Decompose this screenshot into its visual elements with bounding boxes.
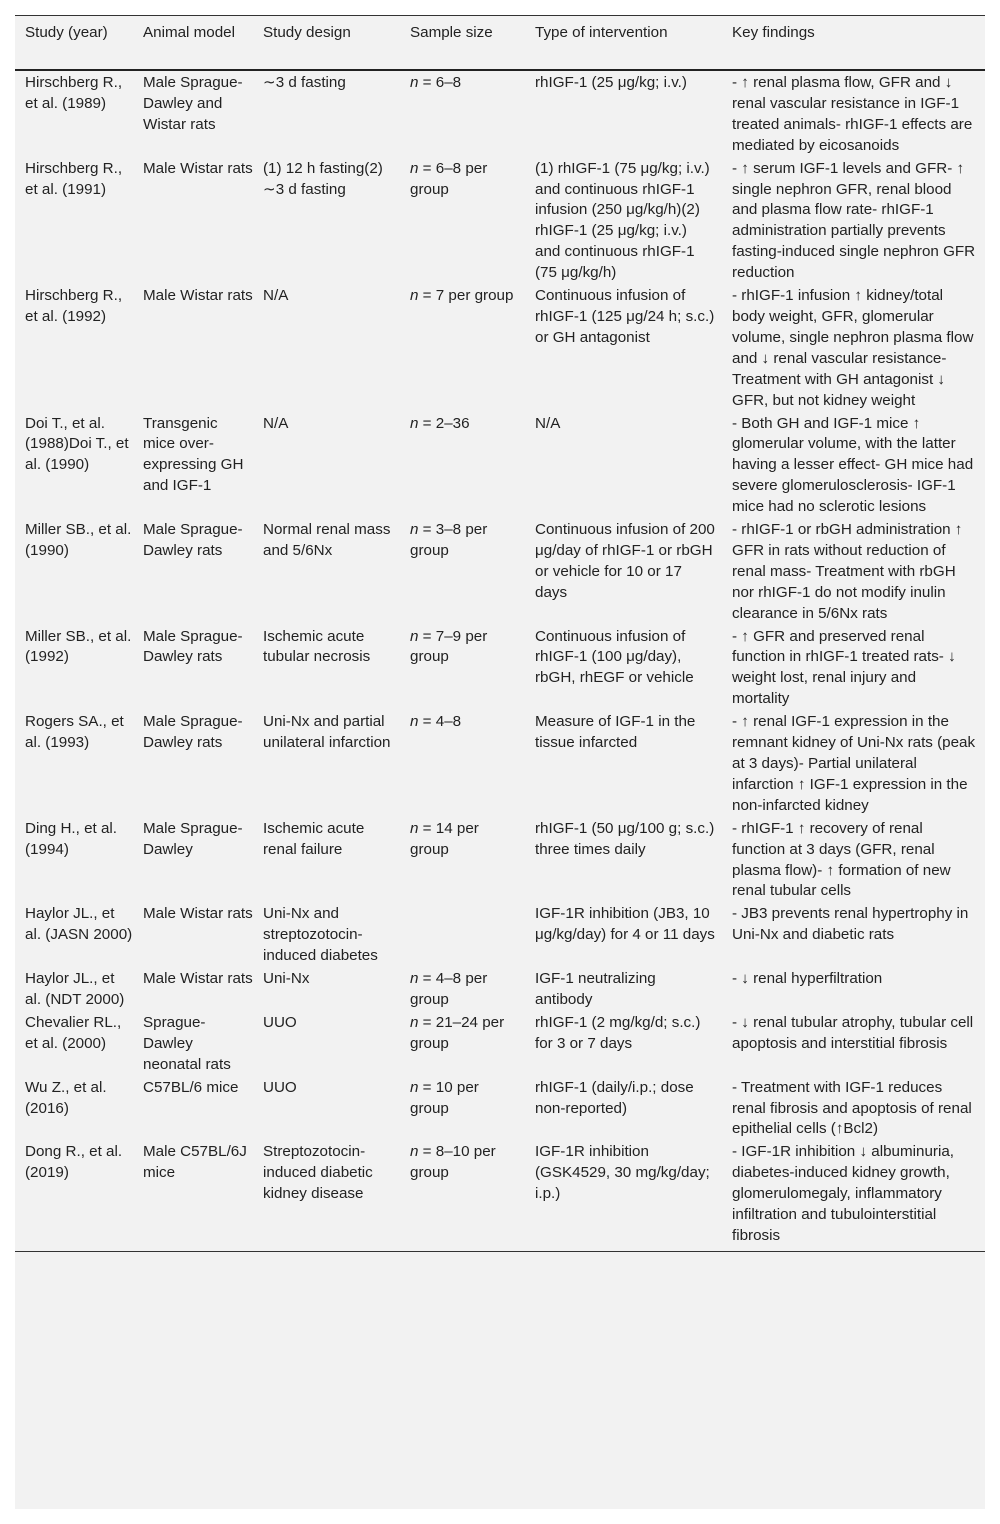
sample-size-value: = 21–24 per group <box>410 1013 509 1052</box>
table-row <box>15 1011 985 1076</box>
table-row <box>15 70 985 157</box>
cell-animal-model: Male Sprague-Dawley rats <box>143 627 243 666</box>
cell-study-design: Uni-Nx and streptozotocin-induced diabetes <box>263 905 378 965</box>
cell-key-findings: - ↓ renal hyperfiltration <box>732 970 883 988</box>
cell-study: Doi T., et al. (1988)Doi T., et al. (1990) <box>25 414 129 474</box>
header-animal-model: Animal model <box>133 16 253 71</box>
cell-animal-model: Male Wistar rats <box>143 970 253 988</box>
cell-intervention: rhIGF-1 (daily/i.p.; dose non-reported) <box>535 1078 694 1117</box>
cell-animal-model: Male C57BL/6J mice <box>133 1140 253 1251</box>
cell-intervention: IGF-1 neutralizing antibody <box>535 970 656 1008</box>
cell-animal-model: Male Wistar rats <box>143 905 253 923</box>
cell-intervention: rhIGF-1 (25 μg/kg; i.v.) <box>535 74 687 91</box>
sample-size-value: = 10 per group <box>410 1078 484 1117</box>
table-row <box>15 817 985 903</box>
table-row <box>15 284 985 411</box>
cell-sample-size <box>400 710 525 817</box>
sample-size-value: = 4–8 per group <box>410 970 492 1008</box>
cell-animal-model: Transgenic mice over-expressing GH and IGF-1 <box>143 414 244 495</box>
sample-size-n-symbol: n <box>410 1013 419 1031</box>
sample-size-value: = 14 per group <box>410 819 484 858</box>
cell-animal-model: Male Sprague-Dawley and Wistar rats <box>143 74 243 133</box>
cell-study: Miller SB., et al. (1990) <box>25 521 132 559</box>
cell-intervention: IGF-1R inhibition (GSK4529, 30 mg/kg/day; i.p.) <box>525 1140 722 1251</box>
cell-study-design: Uni-Nx and partial unilateral infarction <box>263 713 391 752</box>
cell-animal-model: C57BL/6 mice <box>143 1078 239 1096</box>
cell-intervention: Continuous infusion of rhIGF-1 (125 μg/24 h; s.c.) or GH antagonist <box>535 287 715 346</box>
cell-study: Hirschberg R., et al. (1989) <box>25 74 123 112</box>
cell-intervention: IGF-1R inhibition (JB3, 10 μg/kg/day) for 4 or 11 days <box>535 905 715 944</box>
cell-intervention: Measure of IGF-1 in the tissue infarcted <box>535 713 696 752</box>
table-row <box>15 625 985 711</box>
table-row <box>15 1076 985 1141</box>
sample-size-n-symbol: n <box>410 521 419 539</box>
table-row <box>15 518 985 625</box>
cell-animal-model: Male Wistar rats <box>143 287 253 305</box>
cell-study: Hirschberg R., et al. (1991) <box>25 159 123 198</box>
cell-key-findings: - ↑ renal plasma flow, GFR and ↓ renal vascular resistance in IGF-1 treated animals- rhIGF-1 effects are mediated by eicosanoids <box>732 74 973 154</box>
cell-study: Chevalier RL., et al. (2000) <box>25 1013 122 1052</box>
header-sample-size: Sample size <box>400 16 525 71</box>
cell-sample-size <box>400 518 525 625</box>
cell-study-design: UUO <box>263 1013 297 1031</box>
cell-intervention: Continuous infusion of rhIGF-1 (100 μg/day), rbGH, rhEGF or vehicle <box>535 627 694 687</box>
header-study: Study (year) <box>15 16 133 71</box>
cell-sample-size <box>400 625 525 711</box>
cell-sample-size <box>400 1140 525 1251</box>
sample-size-n-symbol: n <box>410 1078 419 1096</box>
cell-study-design: N/A <box>263 414 289 432</box>
sample-size-value: = 4–8 <box>418 713 462 731</box>
header-key-findings: Key findings <box>722 16 985 71</box>
sample-size-value: = 7 per group <box>418 287 514 305</box>
cell-sample-size <box>400 967 525 1011</box>
cell-study: Rogers SA., et al. (1993) <box>25 713 124 752</box>
cell-sample-size <box>400 817 525 903</box>
sample-size-value: = 8–10 per group <box>410 1143 500 1182</box>
cell-study: Dong R., et al. (2019) <box>15 1140 133 1251</box>
sample-size-value: = 6–8 <box>418 74 462 91</box>
cell-sample-size <box>400 284 525 411</box>
sample-size-n-symbol: n <box>410 713 419 731</box>
cell-study-design: ∼3 d fasting <box>263 74 346 91</box>
cell-study: Haylor JL., et al. (NDT 2000) <box>25 970 125 1008</box>
cell-key-findings: - rhIGF-1 infusion ↑ kidney/total body weight, GFR, glomerular volume, single nephron plasma flow and ↓ renal vascular resistance- Treatment with GH antagonist ↓ GFR, but not kidney weight <box>732 287 974 409</box>
cell-study: Wu Z., et al. (2016) <box>25 1078 107 1117</box>
sample-size-value: = 6–8 per group <box>410 159 492 198</box>
sample-size-value: = 7–9 per group <box>410 627 492 666</box>
cell-sample-size <box>400 1011 525 1076</box>
cell-key-findings: - Both GH and IGF-1 mice ↑ glomerular volume, with the latter having a lesser effect- GH mice had severe glomerulosclerosis- IGF-1 mice had no sclerotic lesions <box>732 414 974 516</box>
cell-study-design: Normal renal mass and 5/6Nx <box>263 521 391 559</box>
cell-sample-size <box>400 902 525 967</box>
cell-key-findings: - IGF-1R inhibition ↓ albuminuria, diabetes-induced kidney growth, glomerulomegaly, inflammatory infiltration and tubulointerstitial fibrosis <box>722 1140 985 1251</box>
cell-key-findings: - ↑ GFR and preserved renal function in rhIGF-1 treated rats- ↓ weight lost, renal injury and mortality <box>732 627 956 708</box>
cell-animal-model: Male Sprague-Dawley <box>143 819 243 858</box>
sample-size-value: = 2–36 <box>418 414 470 432</box>
cell-intervention: N/A <box>535 414 561 432</box>
cell-study-design: Ischemic acute tubular necrosis <box>263 627 371 666</box>
cell-sample-size <box>400 157 525 284</box>
sample-size-n-symbol: n <box>410 414 419 432</box>
sample-size-n-symbol: n <box>410 627 419 645</box>
cell-animal-model: Male Sprague-Dawley rats <box>143 521 243 559</box>
study-table-panel <box>15 15 985 1509</box>
sample-size-n-symbol: n <box>410 819 419 837</box>
cell-key-findings: - ↓ renal tubular atrophy, tubular cell apoptosis and interstitial fibrosis <box>732 1013 974 1052</box>
cell-intervention: rhIGF-1 (2 mg/kg/d; s.c.) for 3 or 7 days <box>535 1013 701 1052</box>
cell-key-findings: - ↑ serum IGF-1 levels and GFR- ↑ single nephron GFR, renal blood and plasma flow rate- rhIGF-1 administration partially prevents fasting-induced single nephron GFR reduction <box>732 159 976 282</box>
cell-key-findings: - rhIGF-1 ↑ recovery of renal function at 3 days (GFR, renal plasma flow)- ↑ formation of new renal tubular cells <box>732 819 951 900</box>
cell-key-findings: - ↑ renal IGF-1 expression in the remnant kidney of Uni-Nx rats (peak at 3 days)- Partial unilateral infarction ↑ IGF-1 expression in the non-infarcted kidney <box>732 713 976 814</box>
sample-size-n-symbol: n <box>410 287 419 305</box>
sample-size-n-symbol: n <box>410 74 419 91</box>
table-row <box>15 967 985 1011</box>
header-row <box>15 16 985 71</box>
cell-key-findings: - rhIGF-1 or rbGH administration ↑ GFR in rats without reduction of renal mass- Treatment with rbGH nor rhIGF-1 do not modify inulin clearance in 5/6Nx rats <box>732 521 963 622</box>
table-row <box>15 710 985 817</box>
cell-animal-model: Male Sprague-Dawley rats <box>143 713 243 752</box>
cell-study-design: Ischemic acute renal failure <box>263 819 365 858</box>
table-row <box>15 902 985 967</box>
cell-sample-size <box>400 412 525 519</box>
cell-study: Miller SB., et al. (1992) <box>25 627 132 666</box>
cell-sample-size <box>400 1076 525 1141</box>
sample-size-n-symbol: n <box>410 970 419 988</box>
cell-study-design: Streptozotocin-induced diabetic kidney disease <box>253 1140 400 1251</box>
sample-size-value: = 3–8 per group <box>410 521 492 559</box>
cell-intervention: Continuous infusion of 200 μg/day of rhIGF-1 or rbGH or vehicle for 10 or 17 days <box>535 521 715 601</box>
sample-size-n-symbol: n <box>410 159 419 177</box>
cell-study: Hirschberg R., et al. (1992) <box>25 287 123 325</box>
cell-study-design: UUO <box>263 1078 297 1096</box>
cell-sample-size <box>400 70 525 157</box>
header-study-design: Study design <box>253 16 400 71</box>
cell-study: Haylor JL., et al. (JASN 2000) <box>25 905 133 944</box>
cell-study-design: N/A <box>263 287 289 305</box>
table-row <box>15 1140 985 1251</box>
cell-key-findings: - JB3 prevents renal hypertrophy in Uni-Nx and diabetic rats <box>732 905 969 944</box>
table-row <box>15 157 985 284</box>
cell-animal-model: Sprague-Dawley neonatal rats <box>143 1013 231 1073</box>
cell-study-design: Uni-Nx <box>263 970 310 988</box>
cell-intervention: (1) rhIGF-1 (75 μg/kg; i.v.) and continuous rhIGF-1 infusion (250 μg/kg/h)(2) rhIGF-1 (25 μg/kg; i.v.) and continuous rhIGF-1 (75 μg/kg/h) <box>535 159 710 282</box>
header-intervention: Type of intervention <box>525 16 722 71</box>
cell-key-findings: - Treatment with IGF-1 reduces renal fibrosis and apoptosis of renal epithelial cells (↑Bcl2) <box>732 1078 972 1138</box>
cell-study-design: (1) 12 h fasting(2) ∼3 d fasting <box>263 159 383 198</box>
sample-size-n-symbol: n <box>410 1143 419 1161</box>
cell-animal-model: Male Wistar rats <box>143 159 253 177</box>
studies-table <box>15 15 985 1252</box>
cell-intervention: rhIGF-1 (50 μg/100 g; s.c.) three times daily <box>535 819 715 858</box>
cell-study: Ding H., et al. (1994) <box>25 819 118 858</box>
table-row <box>15 412 985 519</box>
